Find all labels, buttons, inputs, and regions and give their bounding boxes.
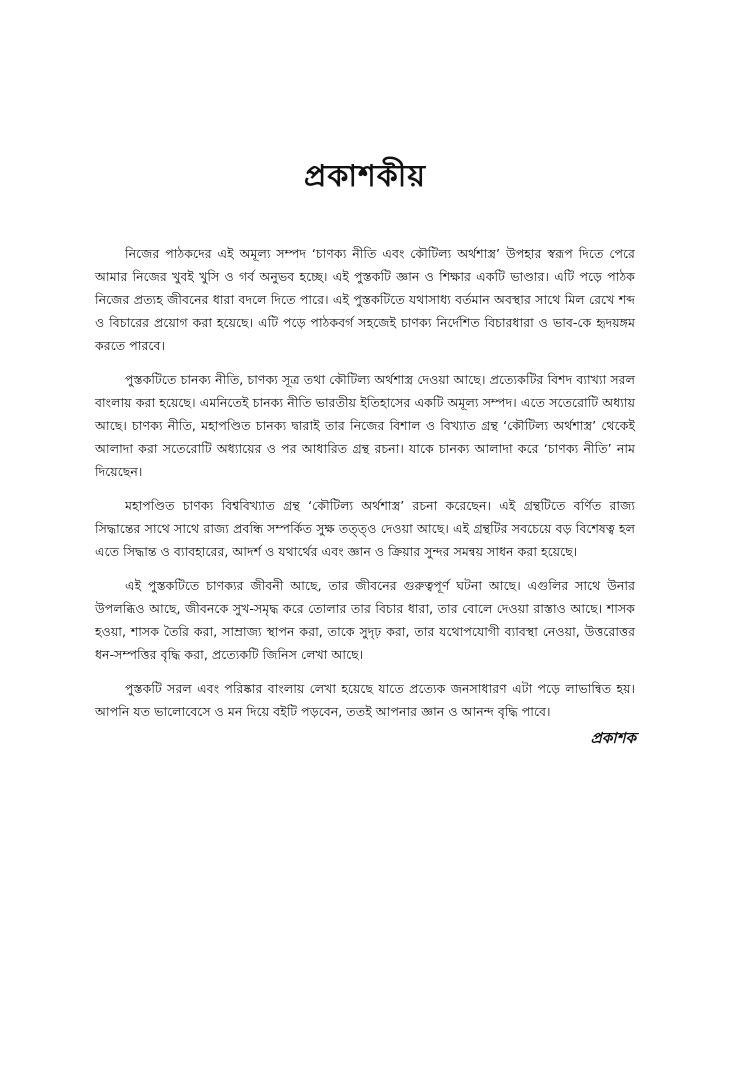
publisher-signature: প্রকাশক bbox=[590, 729, 636, 747]
paragraph-2: পুস্তকটিতে চানক্য নীতি, চাণক্য সূত্র তথা কৌটিল্য অর্থশাস্ত্র দেওয়া আছে। প্রত্যেকটির বিশদ ব্যাখ্যা সরল বাংলায় করা হয়েছে। এমনিতেই চানক্য নীতি ভারতীয় ইতিহাসের একটি অমূল্য সম্পদ। এতে সতেরোটি অধ্যায় আছে। চাণক্য নীতি, মহাপণ্ডিত চানক্য দ্বারাই তার নিজের বিশাল ও বিখ্যাত গ্রন্থ ‘কৌটিল্য অর্থশাস্ত্র’ থেকেই আলাদা করা সতেরোটি অধ্যায়ের ও পর আধারিত গ্রন্থ রচনা। যাকে চানক্য আলাদা করে ‘চাণক্য নীতি’ নাম দিয়েছেন। bbox=[95, 372, 635, 479]
body-text bbox=[95, 242, 635, 734]
page-title: প্রকাশকীয় bbox=[303, 159, 427, 194]
paragraph-4: এই পুস্তকটিতে চাণক্যর জীবনী আছে, তার জীবনের গুরুত্বপূর্ণ ঘটনা আছে। এগুলির সাথে উনার উপলব্ধিও আছে, জীবনকে সুখ-সমৃদ্ধ করে তোলার তার বিচার ধারা, তার বোলে দেওয়া রাস্তাও আছে। শাসক হওয়া, শাসক তৈরি করা, সাম্রাজ্য স্থাপন করা, তাকে সুদৃঢ় করা, তার যথোপযোগী ব্যাবস্থা নেওয়া, উত্তরোত্তর ধন-সম্পত্তির বৃদ্ধি করা, প্রত্যেকটি জিনিস লেখা আছে। bbox=[95, 578, 635, 662]
paragraph-1: নিজের পাঠকদের এই অমূল্য সম্পদ ‘চাণক্য নীতি এবং কৌটিল্য অর্থশাস্ত্র’ উপহার স্বরূপ দিতে পেরে আমার নিজের খুবই খুসি ও গর্ব অনুভব হচ্ছে। এই পুস্তকটি জ্ঞান ও শিক্ষার একটি ভাণ্ডার। এটি পড়ে পাঠক নিজের প্রত্যহ জীবনের ধারা বদলে দিতে পারে। এই পুস্তকটিতে যথাসাধ্য বর্তমান অবস্থার সাথে মিল রেখে শব্দ ও বিচারের প্রয়োগ করা হয়েছে। এটি পড়ে পাঠকবর্গ সহজেই চাণক্য নির্দেশিত বিচারধারা ও ভাব-কে হৃদয়ঙ্গম করতে পারবে। bbox=[95, 246, 635, 353]
paragraph-5: পুস্তকটি সরল এবং পরিষ্কার বাংলায় লেখা হয়েছে যাতে প্রত্যেক জনসাধারণ এটা পড়ে লাভান্বিত হয়। আপনি যত ভালোবেসে ও মন দিয়ে বইটি পড়বেন, ততই আপনার জ্ঞান ও আনন্দ বৃদ্ধি পাবে। bbox=[95, 681, 635, 719]
paragraph-3: মহাপণ্ডিত চাণক্য বিশ্ববিখ্যাত গ্রন্থ ‘কৌটিল্য অর্থশাস্ত্র’ রচনা করেছেন। এই গ্রন্থটিতে বর্ণিত রাজ্য সিদ্ধান্তের সাথে সাথে রাজ্য প্রবন্ধি সম্পর্কিত সুক্ষ তত্ত্ও দেওয়া আছে। এই গ্রন্থটির সবচেয়ে বড় বিশেষত্ব হল এতে সিদ্ধান্ত ও ব্যাবহারের, আদর্শ ও যথার্থের এবং জ্ঞান ও ক্রিয়ার সুন্দর সমন্বয় সাধন করা হয়েছে। bbox=[95, 498, 635, 559]
